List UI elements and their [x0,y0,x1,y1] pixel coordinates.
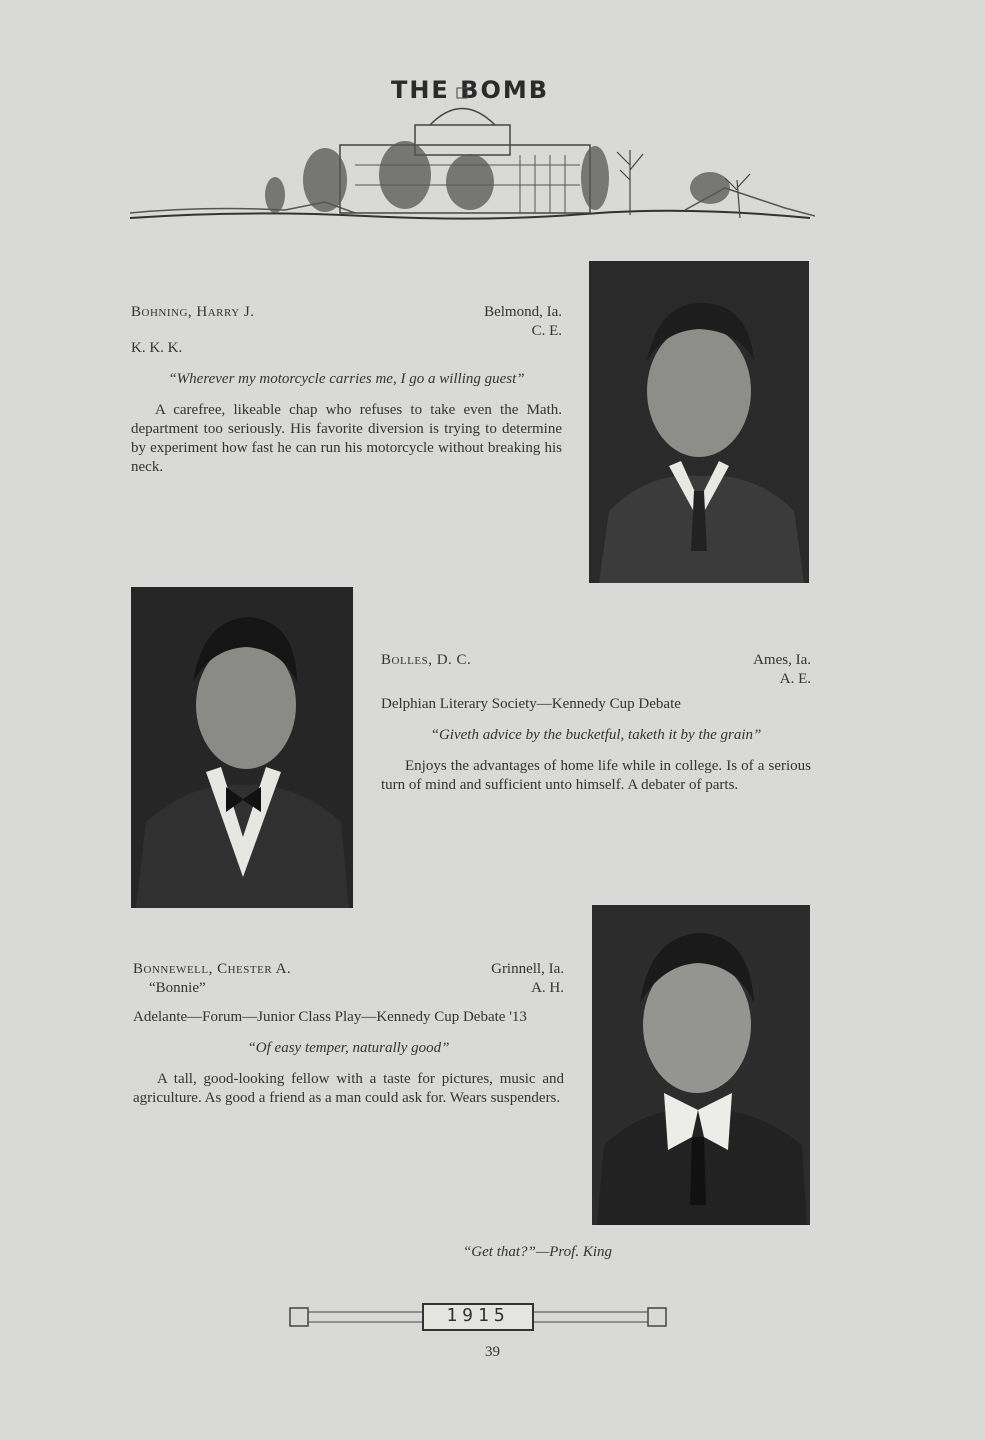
organizations: Delphian Literary Society—Kennedy Cup Debate [381,696,681,712]
entry-bolles [381,651,811,795]
hometown: Belmond, Ia. [484,304,562,320]
entry-bonnewell [133,960,564,1108]
motto: “Wherever my motorcycle carries me, I go a willing guest” [168,371,525,387]
entry-bohning [131,303,562,477]
organizations: K. K. K. [131,340,183,356]
page-title: THE BOMB [390,76,550,104]
portrait-photo [592,905,810,1225]
year-label: 1915 [446,1305,510,1326]
motto: “Of easy temper, naturally good” [247,1040,450,1056]
course: A. E. [779,671,811,687]
footer-quote: “Get that?”—Prof. King [462,1244,613,1260]
header-banner [125,70,815,225]
student-name: Bonnewell, Chester A. [133,961,292,977]
hometown: Grinnell, Ia. [491,961,564,977]
portrait-photo [131,587,353,908]
year-band [288,1300,668,1332]
hometown: Ames, Ia. [753,652,811,668]
portrait-photo [589,261,809,583]
description: Enjoys the advantages of home life while in college. Is of a serious turn of mind and sufficient unto himself. A debater of parts. [381,758,811,793]
student-name: Bohning, Harry J. [131,304,255,320]
course: C. E. [531,323,562,339]
description: A carefree, likeable chap who refuses to take even the Math. department too seriously. His favorite diversion is trying to determine by experiment how fast he can run his motorcycle without breaking his neck. [131,402,562,475]
course: A. H. [531,980,564,996]
student-name: Bolles, D. C. [381,652,472,668]
campus-illustration [125,70,815,225]
page-number: 39 [485,1344,500,1360]
organizations: Adelante—Forum—Junior Class Play—Kennedy Cup Debate '13 [133,1009,527,1025]
description: A tall, good-looking fellow with a taste for pictures, music and agriculture. As good a friend as a man could ask for. Wears suspenders. [133,1071,564,1106]
nickname: “Bonnie” [149,980,206,996]
motto: “Giveth advice by the bucketful, taketh it by the grain” [430,727,762,743]
